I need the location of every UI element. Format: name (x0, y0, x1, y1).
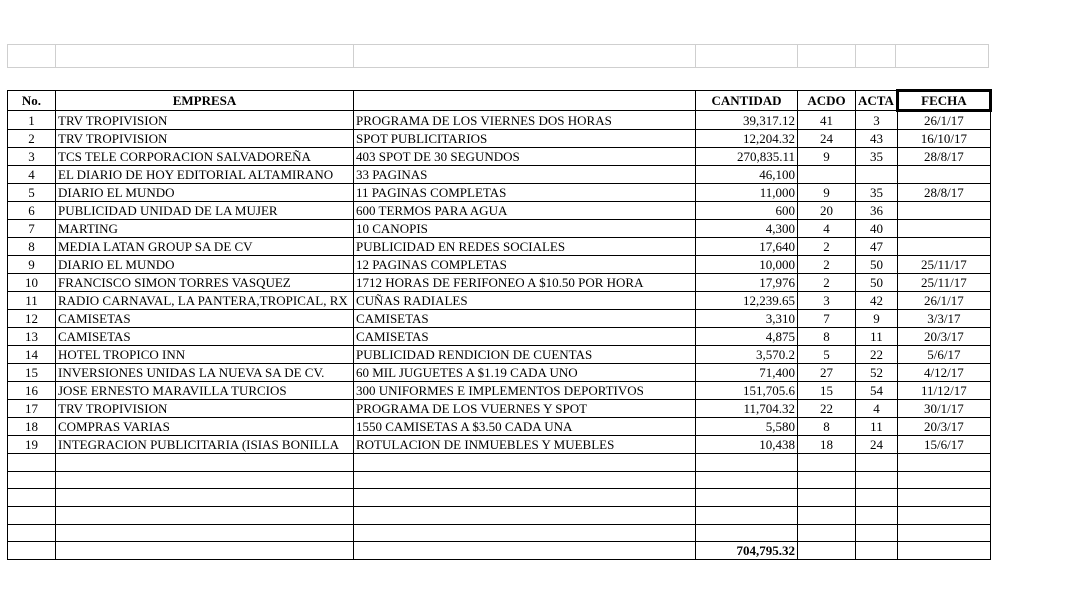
empty-cell[interactable] (56, 471, 354, 489)
cell-descripcion[interactable]: PROGRAMA DE LOS VIERNES DOS HORAS (354, 111, 696, 130)
table-row (8, 436, 991, 454)
empty-cell[interactable] (856, 454, 898, 472)
table-row (8, 256, 991, 274)
cell[interactable] (696, 45, 798, 68)
cell-descripcion[interactable]: 60 MIL JUGUETES A $1.19 CADA UNO (354, 364, 696, 382)
cell-empresa[interactable]: TCS TELE CORPORACION SALVADOREÑA (56, 148, 354, 166)
table-row (8, 418, 991, 436)
cell[interactable] (856, 45, 896, 68)
empty-cell[interactable] (897, 454, 990, 472)
cell-acta[interactable]: 24 (856, 436, 898, 454)
cell-no[interactable]: 17 (8, 400, 56, 418)
cell-cantidad[interactable]: 10,000 (696, 256, 798, 274)
table-row (8, 111, 991, 130)
cell-empresa[interactable]: JOSE ERNESTO MARAVILLA TURCIOS (56, 382, 354, 400)
cell-fecha[interactable]: 11/12/17 (897, 382, 990, 400)
empty-cell[interactable] (8, 542, 56, 560)
cell-no[interactable]: 13 (8, 328, 56, 346)
table-row (8, 238, 991, 256)
cell-acta[interactable]: 54 (856, 382, 898, 400)
empty-cell[interactable] (798, 507, 856, 525)
cell-empresa[interactable]: RADIO CARNAVAL, LA PANTERA,TROPICAL, RX (56, 292, 354, 310)
cell-acta[interactable]: 36 (856, 202, 898, 220)
empty-cell[interactable] (897, 524, 990, 542)
cell-no[interactable]: 14 (8, 346, 56, 364)
table-row (8, 130, 991, 148)
cell-empresa[interactable]: FRANCISCO SIMON TORRES VASQUEZ (56, 274, 354, 292)
table-row (8, 292, 991, 310)
empty-cell[interactable] (696, 507, 798, 525)
cell-fecha[interactable]: 4/12/17 (897, 364, 990, 382)
empty-cell[interactable] (354, 489, 696, 507)
table-row (8, 310, 991, 328)
cell-fecha[interactable]: 16/10/17 (897, 130, 990, 148)
cell-empresa[interactable]: TRV TROPIVISION (56, 130, 354, 148)
cell-no[interactable]: 4 (8, 166, 56, 184)
total-cantidad[interactable]: 704,795.32 (696, 542, 798, 560)
cell-descripcion[interactable]: PUBLICIDAD RENDICION DE CUENTAS (354, 346, 696, 364)
cell-acta[interactable]: 50 (856, 256, 898, 274)
cell-descripcion[interactable]: 10 CANOPIS (354, 220, 696, 238)
cell-acdo[interactable]: 8 (798, 418, 856, 436)
cell-cantidad[interactable]: 4,300 (696, 220, 798, 238)
cell-fecha[interactable] (897, 220, 990, 238)
cell-cantidad[interactable]: 151,705.6 (696, 382, 798, 400)
cell[interactable] (798, 45, 856, 68)
cell-empresa[interactable]: PUBLICIDAD UNIDAD DE LA MUJER (56, 202, 354, 220)
table-row (8, 346, 991, 364)
cell-descripcion[interactable]: PROGRAMA DE LOS VUERNES Y SPOT (354, 400, 696, 418)
cell-cantidad[interactable]: 3,570.2 (696, 346, 798, 364)
cell-descripcion[interactable]: 33 PAGINAS (354, 166, 696, 184)
cell-empresa[interactable]: DIARIO EL MUNDO (56, 184, 354, 202)
header-acta[interactable]: ACTA (856, 91, 898, 111)
empty-cell[interactable] (354, 507, 696, 525)
blank-sheet-row (7, 44, 989, 68)
cell-descripcion[interactable]: 1712 HORAS DE FERIFONEO A $10.50 POR HORA (354, 274, 696, 292)
empty-cell[interactable] (696, 524, 798, 542)
empty-cell[interactable] (56, 454, 354, 472)
empty-cell[interactable] (8, 524, 56, 542)
cell-acta[interactable] (856, 166, 898, 184)
cell-descripcion[interactable]: CAMISETAS (354, 310, 696, 328)
empty-cell[interactable] (856, 542, 898, 560)
header-acdo[interactable]: ACDO (798, 91, 856, 111)
expenses-table (7, 89, 992, 560)
empty-row (8, 489, 991, 507)
cell-acta[interactable]: 43 (856, 130, 898, 148)
cell-fecha[interactable]: 26/1/17 (897, 292, 990, 310)
cell-no[interactable]: 9 (8, 256, 56, 274)
cell-acta[interactable]: 11 (856, 328, 898, 346)
empty-cell[interactable] (798, 524, 856, 542)
cell-empresa[interactable]: MARTING (56, 220, 354, 238)
cell-acdo[interactable]: 41 (798, 111, 856, 130)
empty-cell[interactable] (56, 489, 354, 507)
empty-row (8, 471, 991, 489)
empty-cell[interactable] (8, 507, 56, 525)
cell-no[interactable]: 19 (8, 436, 56, 454)
cell-acta[interactable]: 52 (856, 364, 898, 382)
cell[interactable] (56, 45, 354, 68)
cell-acdo[interactable]: 7 (798, 310, 856, 328)
empty-row (8, 524, 991, 542)
empty-cell[interactable] (354, 524, 696, 542)
cell-empresa[interactable]: CAMISETAS (56, 328, 354, 346)
empty-cell[interactable] (354, 542, 696, 560)
cell-acdo[interactable]: 9 (798, 184, 856, 202)
total-row (8, 542, 991, 560)
cell-descripcion[interactable]: PUBLICIDAD EN REDES SOCIALES (354, 238, 696, 256)
cell-fecha[interactable]: 5/6/17 (897, 346, 990, 364)
empty-cell[interactable] (856, 489, 898, 507)
cell-cantidad[interactable]: 11,704.32 (696, 400, 798, 418)
empty-cell[interactable] (798, 542, 856, 560)
cell-descripcion[interactable]: 1550 CAMISETAS A $3.50 CADA UNA (354, 418, 696, 436)
cell-descripcion[interactable]: SPOT PUBLICITARIOS (354, 130, 696, 148)
table-body (8, 111, 991, 560)
cell-acdo[interactable]: 2 (798, 256, 856, 274)
cell-cantidad[interactable]: 4,875 (696, 328, 798, 346)
cell-no[interactable]: 16 (8, 382, 56, 400)
cell-empresa[interactable]: INVERSIONES UNIDAS LA NUEVA SA DE CV. (56, 364, 354, 382)
empty-cell[interactable] (798, 471, 856, 489)
cell-acta[interactable]: 4 (856, 400, 898, 418)
cell-fecha[interactable]: 28/8/17 (897, 148, 990, 166)
cell-descripcion[interactable]: ROTULACION DE INMUEBLES Y MUEBLES (354, 436, 696, 454)
cell-acdo[interactable]: 3 (798, 292, 856, 310)
cell-cantidad[interactable]: 11,000 (696, 184, 798, 202)
cell-acta[interactable]: 42 (856, 292, 898, 310)
cell-acdo[interactable]: 9 (798, 148, 856, 166)
cell-acdo[interactable]: 20 (798, 202, 856, 220)
empty-cell[interactable] (897, 507, 990, 525)
table-row (8, 148, 991, 166)
cell-cantidad[interactable]: 17,976 (696, 274, 798, 292)
cell[interactable] (896, 45, 989, 68)
cell-no[interactable]: 18 (8, 418, 56, 436)
cell-fecha[interactable]: 20/3/17 (897, 328, 990, 346)
cell-acdo[interactable]: 24 (798, 130, 856, 148)
cell-cantidad[interactable]: 12,239.65 (696, 292, 798, 310)
cell-no[interactable]: 6 (8, 202, 56, 220)
cell-no[interactable]: 2 (8, 130, 56, 148)
cell-fecha[interactable]: 30/1/17 (897, 400, 990, 418)
empty-row (8, 454, 991, 472)
cell-no[interactable]: 1 (8, 111, 56, 130)
empty-cell[interactable] (8, 454, 56, 472)
cell-acta[interactable]: 40 (856, 220, 898, 238)
cell-acdo[interactable]: 2 (798, 238, 856, 256)
cell-no[interactable]: 8 (8, 238, 56, 256)
cell-cantidad[interactable]: 3,310 (696, 310, 798, 328)
cell-no[interactable]: 12 (8, 310, 56, 328)
cell-cantidad[interactable]: 71,400 (696, 364, 798, 382)
header-cantidad[interactable]: CANTIDAD (696, 91, 798, 111)
cell-descripcion[interactable]: 403 SPOT DE 30 SEGUNDOS (354, 148, 696, 166)
cell-fecha[interactable] (897, 238, 990, 256)
cell-empresa[interactable]: INTEGRACION PUBLICITARIA (ISIAS BONILLA (56, 436, 354, 454)
cell-no[interactable]: 15 (8, 364, 56, 382)
table-row (8, 202, 991, 220)
cell-cantidad[interactable]: 270,835.11 (696, 148, 798, 166)
cell-acta[interactable]: 35 (856, 148, 898, 166)
cell-fecha[interactable]: 28/8/17 (897, 184, 990, 202)
cell-acta[interactable]: 9 (856, 310, 898, 328)
empty-cell[interactable] (354, 471, 696, 489)
empty-cell[interactable] (56, 542, 354, 560)
header-empresa[interactable]: EMPRESA (56, 91, 354, 111)
cell-cantidad[interactable]: 10,438 (696, 436, 798, 454)
cell-cantidad[interactable]: 5,580 (696, 418, 798, 436)
cell-descripcion[interactable]: 11 PAGINAS COMPLETAS (354, 184, 696, 202)
empty-cell[interactable] (897, 542, 990, 560)
cell-cantidad[interactable]: 17,640 (696, 238, 798, 256)
cell-no[interactable]: 7 (8, 220, 56, 238)
cell-descripcion[interactable]: CUÑAS RADIALES (354, 292, 696, 310)
cell-descripcion[interactable]: 12 PAGINAS COMPLETAS (354, 256, 696, 274)
empty-cell[interactable] (897, 471, 990, 489)
empty-cell[interactable] (8, 471, 56, 489)
cell-acdo[interactable]: 5 (798, 346, 856, 364)
empty-row (8, 507, 991, 525)
cell-cantidad[interactable]: 12,204.32 (696, 130, 798, 148)
cell-acdo[interactable]: 4 (798, 220, 856, 238)
cell-acdo[interactable]: 2 (798, 274, 856, 292)
cell-acdo[interactable]: 8 (798, 328, 856, 346)
header-no[interactable]: No. (8, 91, 56, 111)
cell-acta[interactable]: 11 (856, 418, 898, 436)
cell-descripcion[interactable]: CAMISETAS (354, 328, 696, 346)
header-row (8, 91, 991, 111)
cell-fecha[interactable]: 15/6/17 (897, 436, 990, 454)
cell-cantidad[interactable]: 39,317.12 (696, 111, 798, 130)
cell-no[interactable]: 11 (8, 292, 56, 310)
cell-no[interactable]: 10 (8, 274, 56, 292)
cell-descripcion[interactable]: 300 UNIFORMES E IMPLEMENTOS DEPORTIVOS (354, 382, 696, 400)
header-descripcion[interactable] (354, 91, 696, 111)
cell-empresa[interactable]: HOTEL TROPICO INN (56, 346, 354, 364)
empty-cell[interactable] (696, 471, 798, 489)
cell[interactable] (8, 45, 56, 68)
cell-acdo[interactable]: 18 (798, 436, 856, 454)
cell-fecha[interactable]: 20/3/17 (897, 418, 990, 436)
cell-cantidad[interactable]: 600 (696, 202, 798, 220)
empty-cell[interactable] (856, 471, 898, 489)
cell[interactable] (354, 45, 696, 68)
empty-cell[interactable] (56, 524, 354, 542)
cell-empresa[interactable]: MEDIA LATAN GROUP SA DE CV (56, 238, 354, 256)
cell-fecha[interactable]: 25/11/17 (897, 274, 990, 292)
cell-fecha[interactable]: 25/11/17 (897, 256, 990, 274)
header-fecha-selected-cell[interactable]: FECHA (897, 91, 990, 111)
empty-cell[interactable] (897, 489, 990, 507)
cell-empresa[interactable]: EL DIARIO DE HOY EDITORIAL ALTAMIRANO (56, 166, 354, 184)
empty-cell[interactable] (354, 454, 696, 472)
table-row (8, 166, 991, 184)
cell-acdo[interactable]: 15 (798, 382, 856, 400)
cell-acdo[interactable] (798, 166, 856, 184)
cell-empresa[interactable]: CAMISETAS (56, 310, 354, 328)
empty-cell[interactable] (696, 489, 798, 507)
cell-fecha[interactable]: 3/3/17 (897, 310, 990, 328)
table-row (8, 220, 991, 238)
cell-acta[interactable]: 47 (856, 238, 898, 256)
cell-acdo[interactable]: 27 (798, 364, 856, 382)
cell-no[interactable]: 5 (8, 184, 56, 202)
table-row (8, 382, 991, 400)
blank-grid-row (8, 45, 989, 68)
cell-acdo[interactable]: 22 (798, 400, 856, 418)
empty-cell[interactable] (8, 489, 56, 507)
empty-cell[interactable] (856, 507, 898, 525)
cell-acta[interactable]: 50 (856, 274, 898, 292)
cell-no[interactable]: 3 (8, 148, 56, 166)
cell-empresa[interactable]: TRV TROPIVISION (56, 400, 354, 418)
empty-cell[interactable] (798, 489, 856, 507)
empty-cell[interactable] (856, 524, 898, 542)
empty-cell[interactable] (56, 507, 354, 525)
table-row (8, 184, 991, 202)
empty-cell[interactable] (798, 454, 856, 472)
cell-acta[interactable]: 35 (856, 184, 898, 202)
cell-fecha[interactable] (897, 202, 990, 220)
cell-fecha[interactable]: 26/1/17 (897, 111, 990, 130)
table-row (8, 274, 991, 292)
table-row (8, 400, 991, 418)
empty-cell[interactable] (696, 454, 798, 472)
cell-empresa[interactable]: COMPRAS VARIAS (56, 418, 354, 436)
cell-acta[interactable]: 22 (856, 346, 898, 364)
table-row (8, 328, 991, 346)
table-row (8, 364, 991, 382)
cell-fecha[interactable] (897, 166, 990, 184)
cell-empresa[interactable]: DIARIO EL MUNDO (56, 256, 354, 274)
cell-acta[interactable]: 3 (856, 111, 898, 130)
cell-empresa[interactable]: TRV TROPIVISION (56, 111, 354, 130)
cell-cantidad[interactable]: 46,100 (696, 166, 798, 184)
cell-descripcion[interactable]: 600 TERMOS PARA AGUA (354, 202, 696, 220)
